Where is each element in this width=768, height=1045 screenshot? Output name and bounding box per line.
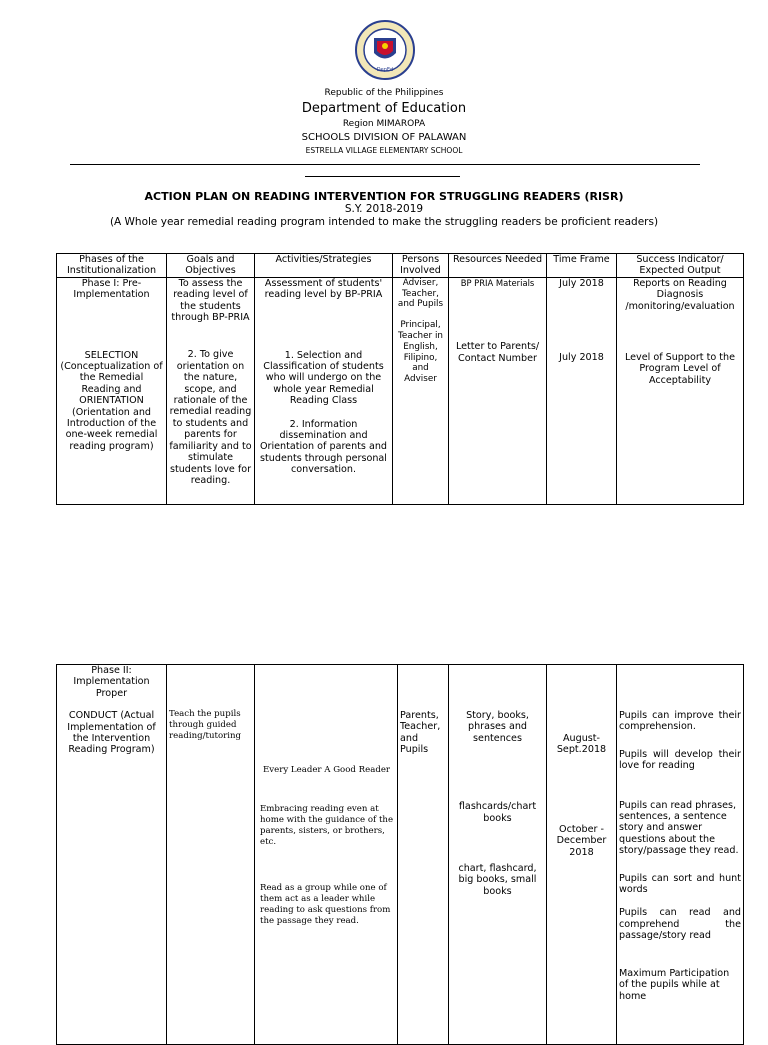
- table-row: [57, 277, 744, 504]
- activity-3: Read as a group while one of them act as a leader while reading to ask questions from the passage they read.: [260, 883, 391, 926]
- resources-1: BP PRIA Materials: [460, 277, 535, 288]
- header-rule: [70, 164, 700, 165]
- persons-2: Principal, Teacher in English, Filipino, and Adviser: [398, 320, 443, 385]
- success-5: Pupils can read and comprehend the passage/story read: [619, 907, 741, 942]
- svg-text:DepEd: DepEd: [376, 67, 394, 73]
- table-header-row: [57, 254, 744, 278]
- division-line: SCHOOLS DIVISION OF PALAWAN: [301, 132, 467, 143]
- phase-description: CONDUCT (Actual Implementation of the Intervention Reading Program): [67, 710, 156, 756]
- success-2: Pupils will develop their love for reading: [619, 748, 741, 772]
- cell-phase: [57, 665, 167, 1045]
- col-header-phases: Phases of the Institutionalization: [57, 254, 167, 278]
- school-year: S.Y. 2018-2019: [344, 203, 424, 215]
- plan-subtitle: (A Whole year remedial reading program intended to make the struggling readers be proficient readers): [109, 216, 659, 228]
- activity-2: 1. Selection and Classification of students who will undergo on the whole year Remedial Reading Class: [263, 349, 384, 407]
- cell-resources: [449, 277, 547, 504]
- cell-persons: [393, 277, 449, 504]
- resources-2: Letter to Parents/ Contact Number: [455, 341, 540, 364]
- cell-success: [617, 665, 744, 1045]
- success-2: Level of Support to the Program Level of Acceptability: [624, 352, 736, 386]
- cell-activities: [255, 665, 398, 1045]
- persons-1: Adviser, Teacher, and Pupils: [397, 277, 444, 310]
- timeframe-2: July 2018: [559, 352, 604, 364]
- cell-timeframe: [547, 277, 617, 504]
- success-1: Pupils can improve their comprehension.: [619, 710, 741, 733]
- phase-description: SELECTION (Conceptualization of the Remedial Reading and ORIENTATION (Orientation and Introduction of the one-week remedial reading program): [60, 349, 163, 452]
- action-plan-table-part2: [56, 664, 744, 1045]
- phase-title: Phase II: Implementation Proper: [73, 665, 150, 699]
- resources-1: Story, books, phrases and sentences: [466, 710, 529, 744]
- col-header-time: Time Frame: [547, 254, 617, 278]
- success-1: Reports on Reading Diagnosis /monitoring/evaluation: [625, 277, 735, 312]
- col-header-resources: Resources Needed: [449, 254, 547, 278]
- cell-activities: [255, 277, 393, 504]
- col-header-activities: Activities/Strategies: [255, 254, 393, 278]
- col-header-persons: Persons Involved: [393, 254, 449, 278]
- activity-2: Embracing reading even at home with the guidance of the parents, sisters, or brothers, etc.: [260, 804, 394, 847]
- cell-phase: [57, 277, 167, 504]
- col-header-success: Success Indicator/ Expected Output: [617, 254, 744, 278]
- resources-3: chart, flashcard, big books, small books: [458, 863, 537, 897]
- activity-3: 2. Information dissemination and Orientation of parents and students through personal conversation.: [259, 418, 388, 476]
- cell-resources: [449, 665, 547, 1045]
- department-name: Department of Education: [301, 101, 467, 116]
- activity-1: Assessment of students' reading level by BP-PRIA: [264, 277, 383, 301]
- goal-2: 2. To give orientation on the nature, scope, and rationale of the remedial reading to students and parents for familiarity and to stimulate students love for reading.: [169, 349, 252, 486]
- success-3: Pupils can read phrases, sentences, a sentence story and answer questions about the story/passage they read.: [619, 799, 739, 857]
- persons-1: Parents, Teacher, and Pupils: [400, 710, 441, 756]
- cell-goals: [167, 665, 255, 1045]
- cell-timeframe: [547, 665, 617, 1045]
- action-plan-table-part1: [56, 253, 744, 505]
- cell-goals: [167, 277, 255, 504]
- deped-seal-logo: [355, 20, 415, 80]
- goal-1: Teach the pupils through guided reading/tutoring: [169, 709, 242, 741]
- timeframe-1: July 2018: [559, 277, 604, 289]
- table-row: [57, 665, 744, 1045]
- success-6: Maximum Participation of the pupils while at home: [619, 967, 730, 1002]
- timeframe-1: August-Sept.2018: [556, 733, 607, 756]
- timeframe-2: October - December 2018: [556, 823, 607, 858]
- activity-1: Every Leader A Good Reader: [263, 765, 391, 775]
- republic-line: Republic of the Philippines: [324, 88, 444, 98]
- plan-title: ACTION PLAN ON READING INTERVENTION FOR STRUGGLING READERS (RISR): [144, 190, 624, 203]
- cell-persons: [398, 665, 449, 1045]
- school-name: ESTRELLA VILLAGE ELEMENTARY SCHOOL: [305, 146, 463, 155]
- goal-1: To assess the reading level of the students through BP-PRIA: [171, 277, 250, 324]
- header-rule-short: [305, 176, 460, 177]
- col-header-goals: Goals and Objectives: [167, 254, 255, 278]
- success-4: Pupils can sort and hunt words: [619, 872, 741, 896]
- region-line: Region MIMAROPA: [342, 119, 426, 129]
- resources-2: flashcards/chart books: [458, 801, 537, 824]
- cell-success: [617, 277, 744, 504]
- phase-title: Phase I: Pre-Implementation: [73, 277, 150, 301]
